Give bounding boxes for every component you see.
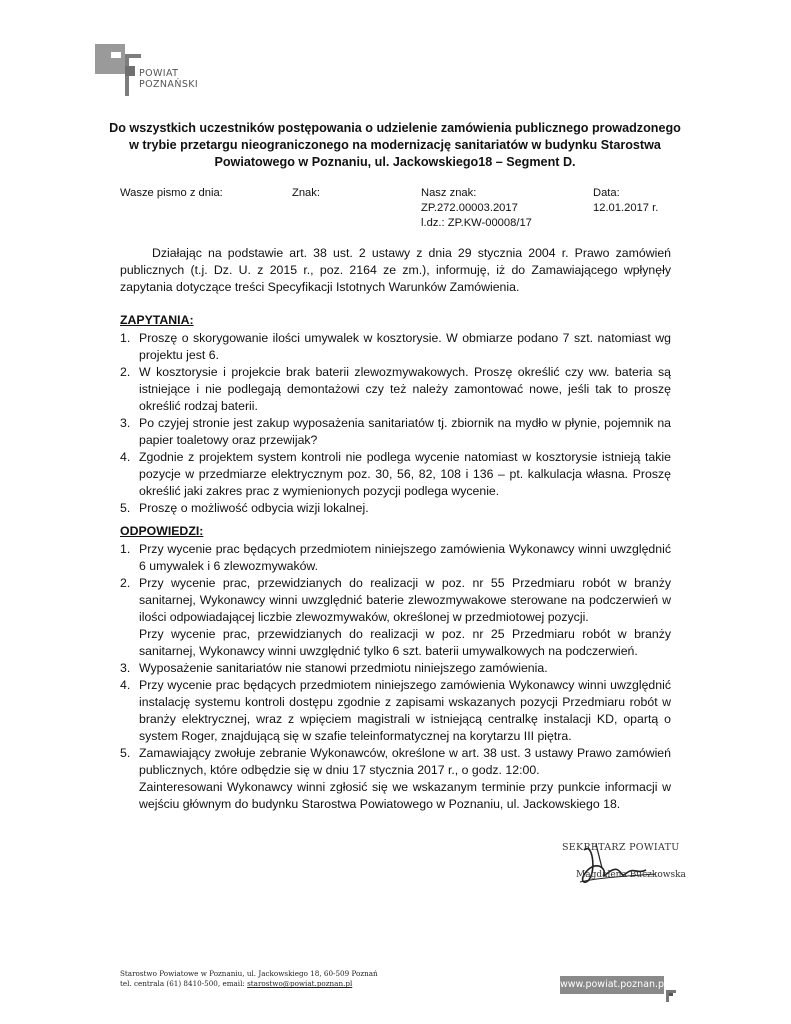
list-item: 4. Przy wycenie prac będących przedmiotem niniejszego zamówienia Wykonawcy winni uwzględnić instalację systemu kontroli dostępu zgodnie z zapisami wskazanych pozycji Przedmiaru robót w branży elektrycznej, wraz z wpięciem magistrali w istniejącą centralkę instalacji KD, opartą o system Roger, znajdującą się w szafie teleinformatycznej na korytarzu III piętra.	[120, 678, 671, 743]
title-line2: w trybie przetargu nieograniczonego na modernizację sanitariatów w budynku Starostwa	[129, 138, 661, 152]
questions-list	[120, 330, 671, 517]
answers-list	[120, 541, 671, 813]
logo-mark-icon	[666, 990, 676, 1002]
ref-date	[593, 186, 658, 216]
logo-line2: POZNAŃSKI	[139, 79, 199, 90]
title-line1: Do wszystkich uczestników postępowania o udzielenie zamówienia publicznego prowadzonego	[109, 121, 681, 135]
footer-email-link[interactable]: starostwo@powiat.poznan.pl	[247, 979, 353, 988]
date-label: Data:	[593, 187, 620, 199]
list-item: 5. Proszę o możliwość odbycia wizji lokalnej.	[120, 501, 369, 515]
stamp-title: SEKRETARZ POWIATU	[562, 842, 680, 853]
ref-our-sign	[421, 186, 532, 231]
date-value: 12.01.2017 r.	[593, 202, 659, 214]
list-item: 3. Wyposażenie sanitariatów nie stanowi przedmiotu niniejszego zamówienia.	[120, 661, 548, 675]
answers-heading: ODPOWIEDZI:	[120, 524, 204, 538]
our-sign-label: Nasz znak:	[421, 187, 477, 199]
list-item: 2. W kosztorysie i projekcie brak baterii zlewozmywakowych. Proszę określić czy ww. bateria są istniejące i nie podlegają demontażowi czy też należy zamontować nowe, jeśli tak to proszę określić rodzaj baterii.	[120, 365, 671, 413]
signature-scribble-icon	[556, 838, 696, 898]
footer-line1: Starostwo Powiatowe w Poznaniu, ul. Jackowskiego 18, 60-509 Poznań	[120, 969, 378, 978]
sign-label: Znak:	[292, 187, 320, 199]
ref-sign	[292, 186, 320, 201]
list-item: 5. Zamawiający zwołuje zebranie Wykonawców, określone w art. 38 ust. 3 ustawy Prawo zamówień publicznych, które odbędzie się w dniu 17 stycznia 2017 r., o godz. 12:00. Zainteresowani Wykonawcy winni zgłosić się we wskazanym terminie przy punkcie informacji w wejściu głównym do budynku Starostwa Powiatowego w Poznaniu, ul. Jackowskiego 18.	[120, 746, 671, 811]
our-sign-value1: ZP.272.00003.2017	[421, 202, 518, 214]
intro-text: Działając na podstawie art. 38 ust. 2 ustawy z dnia 29 stycznia 2004 r. Prawo zamówień publicznych (t.j. Dz. U. z 2015 r., poz. 2164 ze zm.), informuję, iż do Zamawiającego wpłynęły zapytania dotyczące treści Specyfikacji Istotnych Warunków Zamówienia.	[120, 246, 671, 294]
list-item: 3. Po czyjej stronie jest zakup wyposażenia sanitariatów tj. zbiornik na mydło w płynie, pojemnik na papier toaletowy oraz przewijak?	[120, 416, 671, 447]
ref-your-letter	[120, 186, 223, 201]
our-sign-value2: l.dz.: ZP.KW-00008/17	[421, 217, 532, 229]
questions-heading: ZAPYTANIA:	[120, 313, 194, 327]
footer-line2: tel. centrala (61) 8410-500, email: starostwo@powiat.poznan.pl	[120, 979, 353, 988]
your-letter-label: Wasze pismo z dnia:	[120, 187, 223, 199]
website-badge[interactable]: www.powiat.poznan.pl	[560, 976, 664, 994]
footer-address	[120, 969, 378, 989]
stamp-name: Magdalena Buczkowska	[576, 870, 686, 880]
intro-paragraph	[120, 245, 671, 296]
logo-line1: POWIAT	[139, 68, 179, 79]
list-item: 2. Przy wycenie prac, przewidzianych do realizacji w poz. nr 55 Przedmiaru robót w branży sanitarnej, Wykonawcy winni uwzględnić baterie zlewozmywakowe sterowane na podczerwień w ilości odpowiadającej liczbie zlewozmywaków, określonej w przedmiotowej pozycji. Przy wycenie prac, przewidzianych do realizacji w poz. nr 25 Przedmiaru robót w branży sanitarnej, Wykonawcy winni uwzględnić tylko 6 szt. baterii umywalkowych na podczerwień.	[120, 576, 671, 658]
list-item: 1. Proszę o skorygowanie ilości umywalek w kosztorysie. W obmiarze podano 7 szt. natomiast wg projektu jest 6.	[120, 331, 671, 362]
list-item: 1. Przy wycenie prac będących przedmiotem niniejszego zamówienia Wykonawcy winni uwzględnić 6 umywalek i 6 zlewozmywaków.	[120, 542, 671, 573]
title-line3: Powiatowego w Poznaniu, ul. Jackowskiego18 – Segment D.	[214, 155, 576, 169]
list-item: 4. Zgodnie z projektem system kontroli nie podlega wycenie natomiast w kosztorysie istnieją takie pozycje w przedmiarze elektrycznym poz. 30, 56, 82, 108 i 136 – pt. kalkulacja własna. Proszę określić jaki zakres prac z wymienionych pozycji podlega wycenie.	[120, 450, 671, 498]
logo-text	[139, 68, 198, 90]
document-title	[100, 120, 690, 171]
